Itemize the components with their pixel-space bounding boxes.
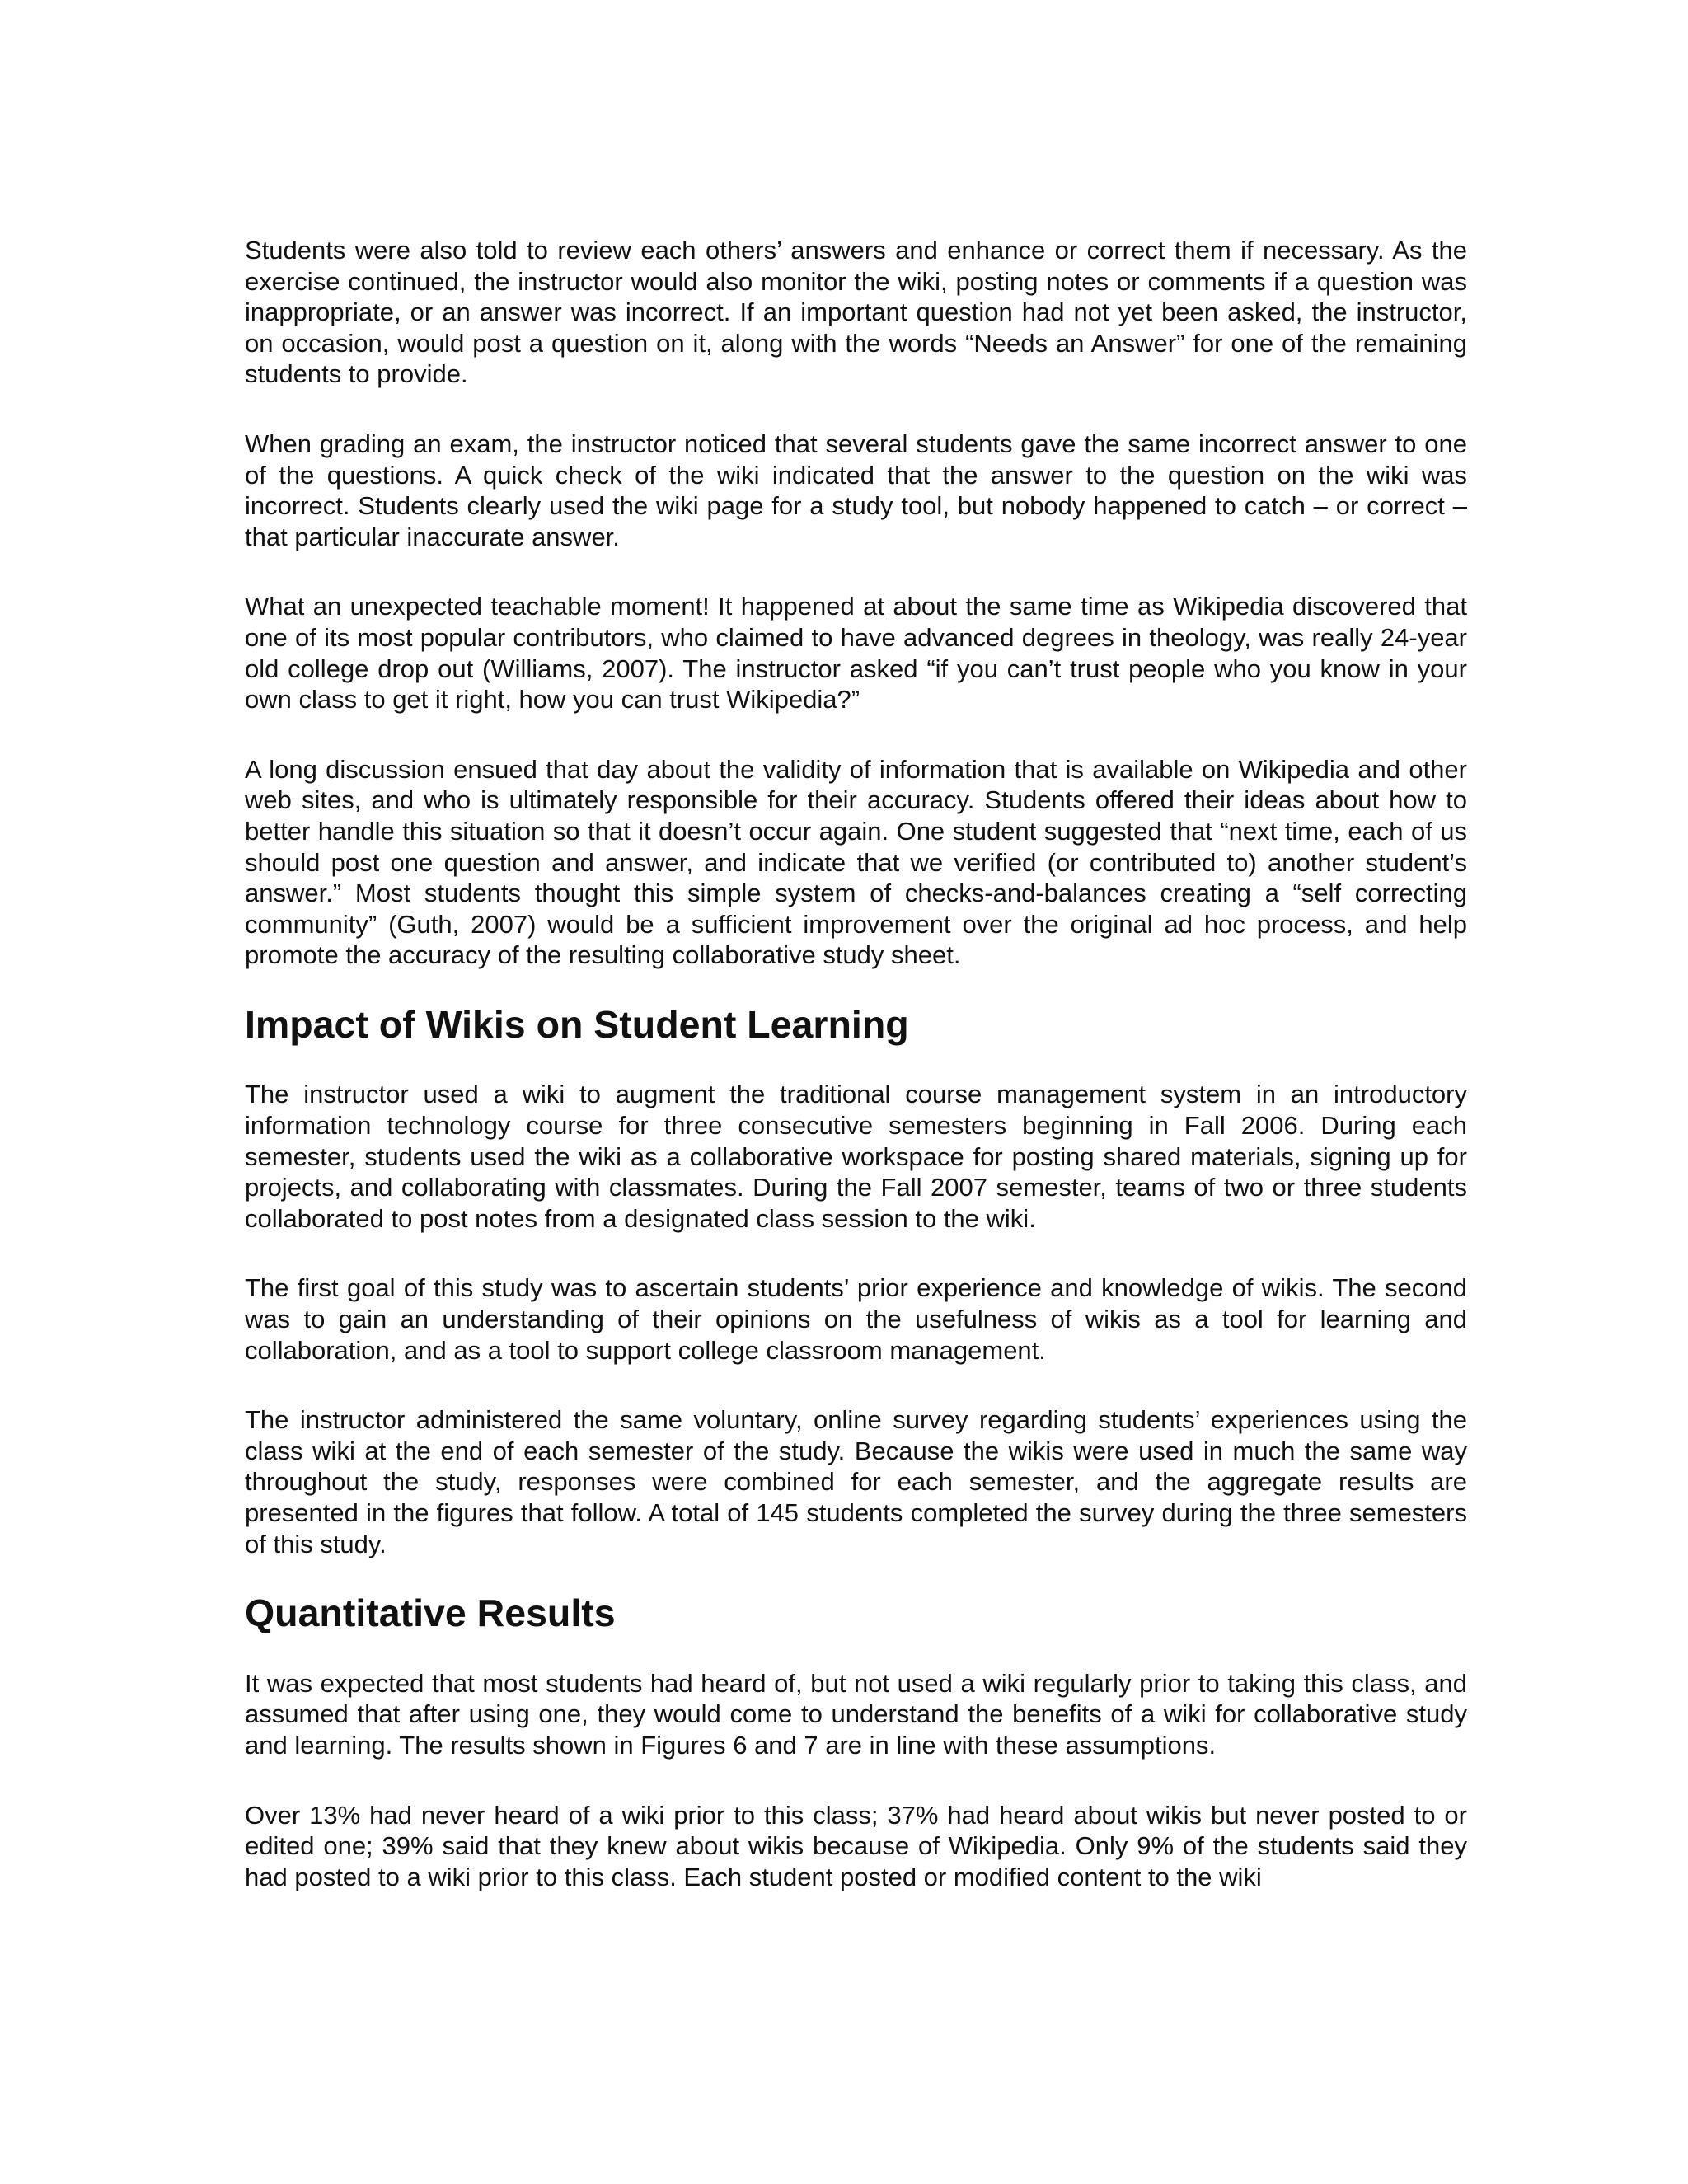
heading-impact: Impact of Wikis on Student Learning (245, 1002, 909, 1046)
paragraph-survey-results: Over 13% had never heard of a wiki prior to this class; 37% had heard about wikis but never posted to or edited one; 39% said that they knew about wikis because of Wikipedia. Only 9% of the students said they had posted to a wiki prior to this class. Each student posted or modified content to the wiki (245, 1800, 1467, 1891)
paragraph-survey: The instructor administered the same voluntary, online survey regarding students’ experiences using the class wiki at the end of each semester of the study. Because the wikis were used in much the same way throughout the study, responses were combined for each semester, and the aggregate results are presented in the figures that follow. A total of 145 students completed the survey during the three semesters of this study. (245, 1405, 1467, 1558)
paragraph-review-answers: Students were also told to review each others’ answers and enhance or correct them if necessary. As the exercise continued, the instructor would also monitor the wiki, posting notes or comments if a question was inappropriate, or an answer was incorrect. If an important question had not yet been asked, the instructor, on occasion, would post a question on it, along with the words “Needs an Answer” for one of the remaining students to provide. (245, 236, 1467, 389)
heading-quantitative: Quantitative Results (245, 1591, 616, 1635)
paragraph-grading-exam: When grading an exam, the instructor noticed that several students gave the same incorrect answer to one of the questions. A quick check of the wiki indicated that the answer to the question on the wiki was incorrect. Students clearly used the wiki page for a study tool, but nobody happened to catch – or correct – that particular inaccurate answer. (245, 429, 1467, 551)
paragraph-expectations: It was expected that most students had heard of, but not used a wiki regularly prior to taking this class, and assumed that after using one, they would come to understand the benefits of a wiki for collaborative study and learning. The results shown in Figures 6 and 7 are in line with these assumptions. (245, 1668, 1467, 1760)
document-page (245, 235, 1467, 1931)
paragraph-discussion: A long discussion ensued that day about the validity of information that is available on Wikipedia and other web sites, and who is ultimately responsible for their accuracy. Students offered their ideas about how to better handle this situation so that it doesn’t occur again. One student suggested that “next time, each of us should post one question and answer, and indicate that we verified (or contributed to) another student’s answer.” Most students thought this simple system of checks-and-balances creating a “self correcting community” (Guth, 2007) would be a sufficient improvement over the original ad hoc process, and help promote the accuracy of the resulting collaborative study sheet. (245, 754, 1467, 970)
paragraph-wiki-augment: The instructor used a wiki to augment the traditional course management system in an introductory information technology course for three consecutive semesters beginning in Fall 2006. During each semester, students used the wiki as a collaborative workspace for posting shared materials, signing up for projects, and collaborating with classmates. During the Fall 2007 semester, teams of two or three students collaborated to post notes from a designated class session to the wiki. (245, 1080, 1467, 1233)
paragraph-teachable-moment: What an unexpected teachable moment! It happened at about the same time as Wikipedia discovered that one of its most popular contributors, who claimed to have advanced degrees in theology, was really 24-year old college drop out (Williams, 2007). The instructor asked “if you can’t trust people who you know in your own class to get it right, how you can trust Wikipedia?” (245, 592, 1467, 715)
paragraph-study-goals: The first goal of this study was to ascertain students’ prior experience and knowledge of wikis. The second was to gain an understanding of their opinions on the usefulness of wikis as a tool for learning and collaboration, and as a tool to support college classroom management. (245, 1273, 1467, 1365)
